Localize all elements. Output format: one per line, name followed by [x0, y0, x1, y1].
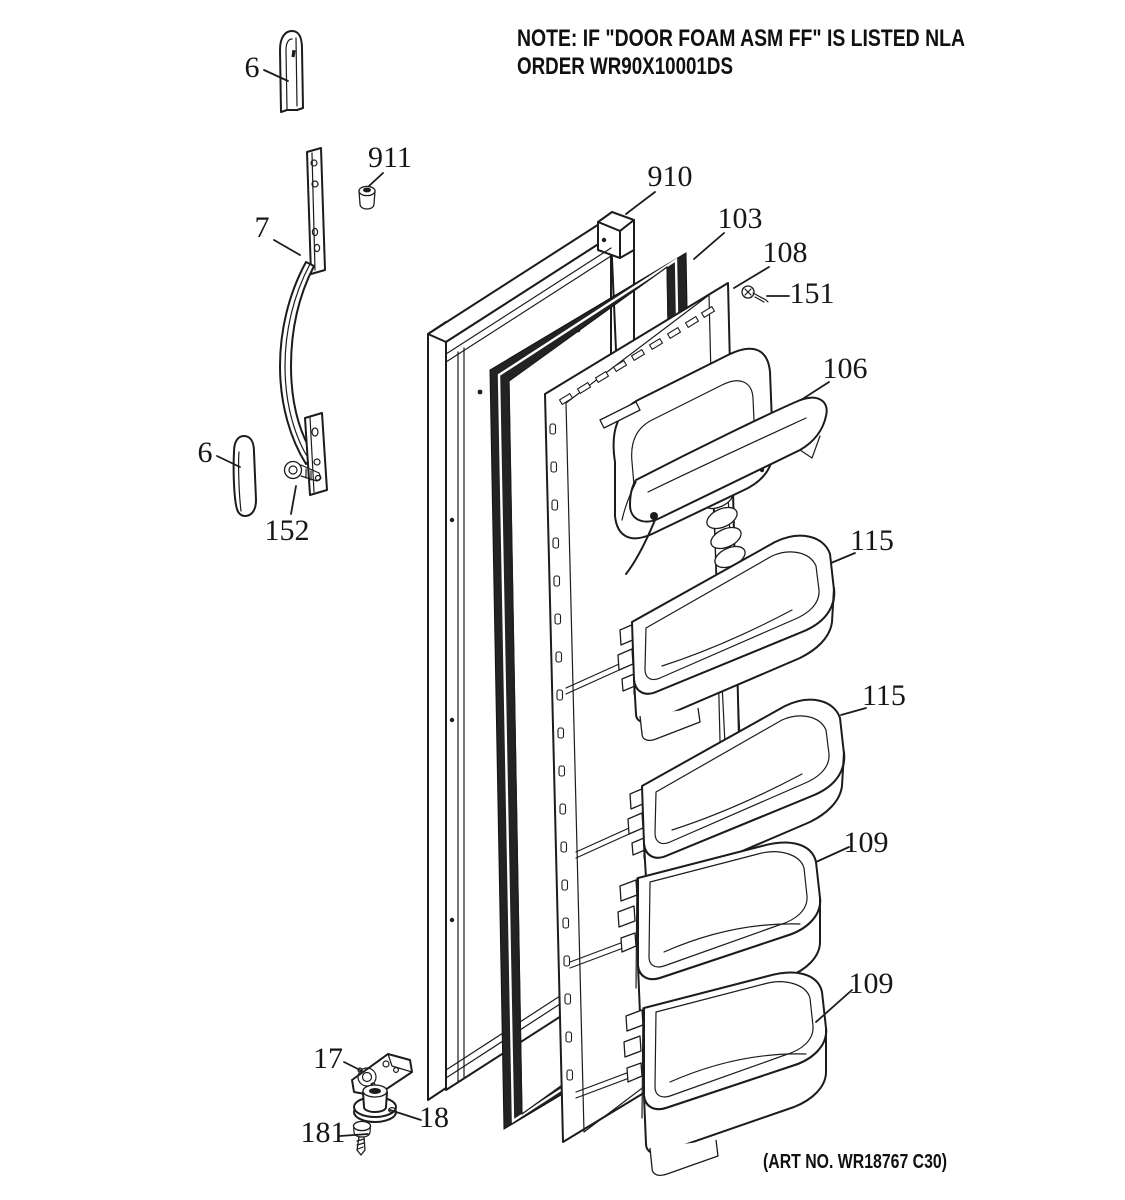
- callout-152: [265, 486, 310, 547]
- callout-115-upper: [831, 524, 894, 563]
- callout-label: 115: [862, 679, 906, 712]
- callout-label: 108: [762, 236, 808, 269]
- callout-label: 103: [717, 202, 763, 235]
- callout-label: 910: [647, 160, 693, 193]
- note-block: [517, 25, 965, 80]
- callout-label: 181: [300, 1116, 346, 1149]
- trim-cap-top: [280, 31, 303, 112]
- callout-label: 6: [244, 51, 260, 84]
- screw-181: [354, 1121, 371, 1155]
- callout-151: [767, 277, 835, 310]
- note-line-1: NOTE: IF "DOOR FOAM ASM FF" IS LISTED NLA: [517, 25, 965, 52]
- callout-label: 6: [197, 436, 213, 469]
- callout-label: 152: [264, 514, 310, 547]
- callout-label: 151: [789, 277, 835, 310]
- callout-911: [368, 141, 412, 186]
- callout-label: 115: [850, 524, 894, 557]
- callout-label: 17: [313, 1042, 343, 1075]
- screw-151: [742, 286, 768, 302]
- callout-label: 18: [419, 1101, 449, 1134]
- callout-106: [801, 352, 868, 400]
- art-number: (ART NO. WR18767 C30): [763, 1151, 947, 1173]
- plug-cap: [359, 186, 375, 209]
- trim-cap-bottom: [234, 436, 256, 516]
- callout-7: [255, 211, 301, 255]
- callout-label: 911: [368, 141, 412, 174]
- callout-label: 7: [254, 211, 270, 244]
- callout-label: 109: [843, 826, 889, 859]
- callout-109-upper: [816, 826, 889, 862]
- callout-label: 109: [848, 967, 894, 1000]
- callout-label: 106: [822, 352, 868, 385]
- callout-910: [626, 160, 693, 214]
- callout-115-lower: [841, 679, 906, 715]
- callout-109-lower: [816, 967, 894, 1022]
- callout-17: [313, 1042, 362, 1075]
- door-handle: [280, 148, 327, 495]
- callout-18: [390, 1101, 449, 1134]
- note-line-2: ORDER WR90X10001DS: [517, 53, 733, 80]
- callout-103: [694, 202, 763, 259]
